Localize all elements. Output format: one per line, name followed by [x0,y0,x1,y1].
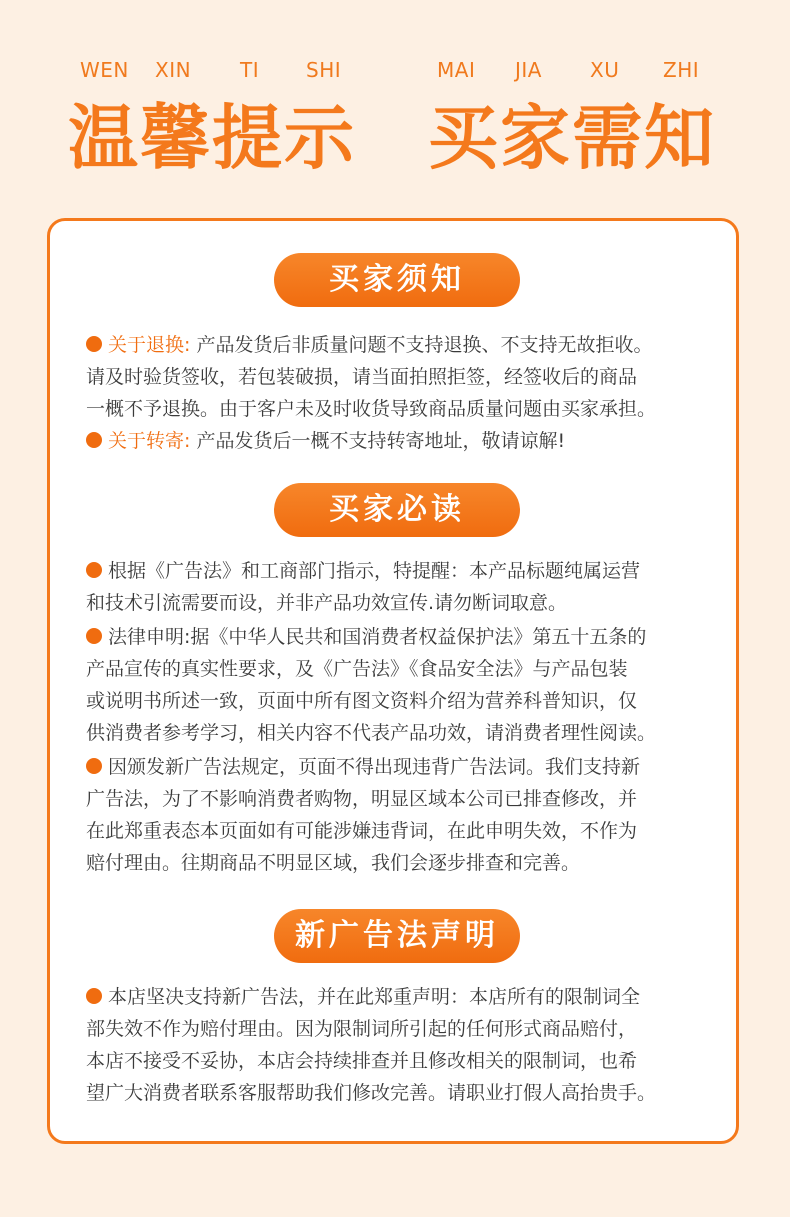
return-policy-line: 一概不予退换。由于客户未及时收货导致商品质量问题由买家承担。 [86,398,657,420]
ad-law-reminder-text: 根据《广告法》和工商部门指示，特提醒：本产品标题纯属运营 [108,560,641,582]
new-ad-law-paragraph [86,751,726,879]
ad-law-reminder-paragraph [86,555,726,619]
section-title-must-read: 买家必读 [274,483,520,537]
pinyin-xu: XU [590,58,620,82]
store-statement-paragraph [86,981,726,1109]
ad-law-reminder-line [86,555,726,587]
headline-buyer-notice: 买家需知 [428,97,716,179]
notice-panel [47,218,739,1144]
bullet-dot-icon [86,758,102,774]
forwarding-policy-text: 产品发货后一概不支持转寄地址，敬请谅解! [196,430,566,452]
new-ad-law-line: 在此郑重表态本页面如有可能涉嫌违背词，在此申明失效，不作为 [86,820,638,842]
pinyin-mai: MAI [437,58,476,82]
bullet-dot-icon [86,562,102,578]
pinyin-shi: SHI [306,58,342,82]
legal-statement-text: 法律申明:据《中华人民共和国消费者权益保护法》第五十五条的 [108,626,647,648]
pinyin-wen: WEN [80,58,129,82]
section-title-ad-law-statement: 新广告法声明 [274,909,520,963]
new-ad-law-line: 赔付理由。往期商品不明显区域，我们会逐步排查和完善。 [86,852,581,874]
ad-law-reminder-line: 和技术引流需要而设，并非产品功效宣传.请勿断词取意。 [86,592,568,614]
bullet-dot-icon [86,628,102,644]
forwarding-policy-line [86,425,726,457]
return-policy-label: 关于退换: [108,334,191,356]
pinyin-jia: JIA [515,58,542,82]
bullet-dot-icon [86,432,102,448]
bullet-dot-icon [86,988,102,1004]
new-ad-law-line [86,751,726,783]
return-policy-line [86,329,726,361]
bullet-dot-icon [86,336,102,352]
pinyin-ti: TI [240,58,260,82]
legal-statement-line [86,621,726,653]
section-title-buyer-notice: 买家须知 [274,253,520,307]
forwarding-policy-label: 关于转寄: [108,430,191,452]
headline-warm-tips: 温馨提示 [68,97,356,179]
forwarding-policy-paragraph [86,425,726,457]
legal-statement-line: 供消费者参考学习，相关内容不代表产品功效，请消费者理性阅读。 [86,722,657,744]
return-policy-text: 产品发货后非质量问题不支持退换、不支持无故拒收。 [196,334,653,356]
store-statement-line: 部失效不作为赔付理由。因为限制词所引起的任何形式商品赔付， [86,1018,638,1040]
return-policy-line: 请及时验货签收，若包装破损，请当面拍照拒签，经签收后的商品 [86,366,638,388]
store-statement-line: 本店不接受不妥协，本店会持续排查并且修改相关的限制词，也希 [86,1050,638,1072]
new-ad-law-text: 因颁发新广告法规定，页面不得出现违背广告法词。我们支持新 [108,756,641,778]
legal-statement-line: 或说明书所述一致，页面中所有图文资料介绍为营养科普知识，仅 [86,690,638,712]
legal-statement-paragraph [86,621,726,749]
return-policy-paragraph [86,329,726,425]
store-statement-line [86,981,726,1013]
pinyin-zhi: ZHI [663,58,700,82]
legal-statement-line: 产品宣传的真实性要求，及《广告法》《食品安全法》与产品包装 [86,658,628,680]
new-ad-law-line: 广告法，为了不影响消费者购物，明显区域本公司已排查修改，并 [86,788,638,810]
store-statement-text: 本店坚决支持新广告法，并在此郑重声明：本店所有的限制词全 [108,986,641,1008]
pinyin-xin: XIN [155,58,192,82]
store-statement-line: 望广大消费者联系客服帮助我们修改完善。请职业打假人高抬贵手。 [86,1082,657,1104]
